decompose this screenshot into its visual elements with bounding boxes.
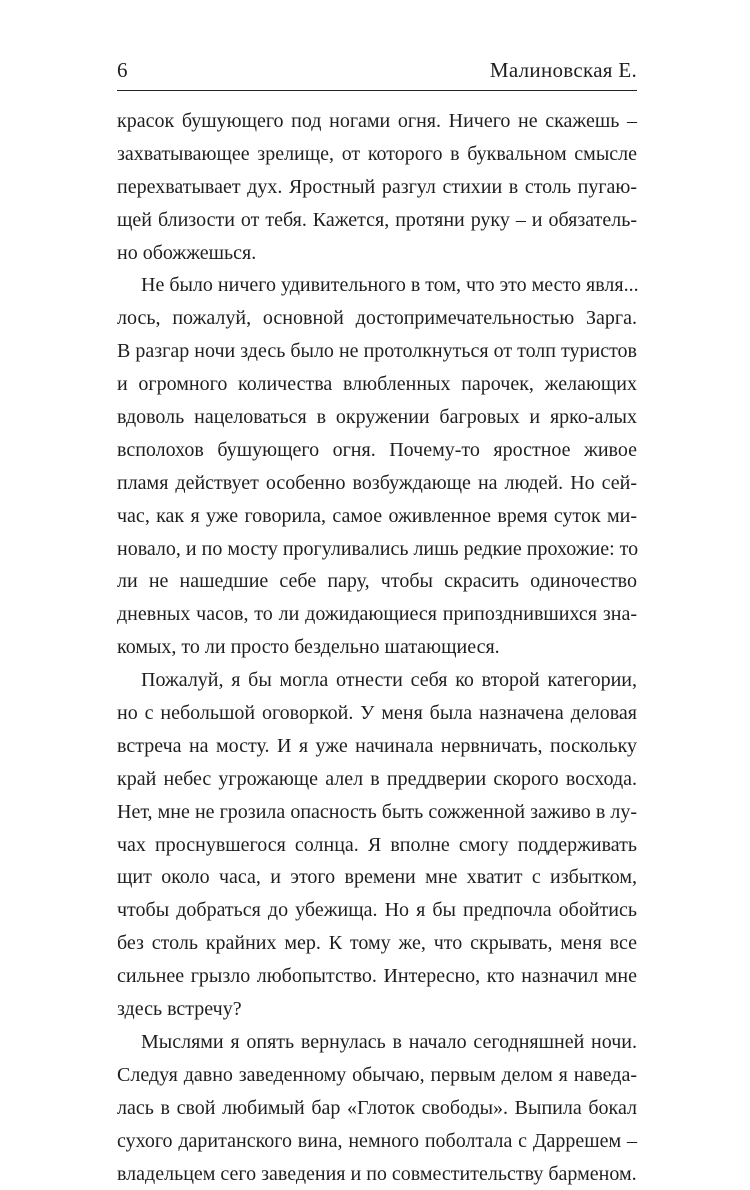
- text-line: край небес угрожающе алел в преддверии скорого восхода.: [117, 763, 637, 796]
- text-line: Мыслями я опять вернулась в начало сегодняшней ночи.: [117, 1026, 637, 1059]
- text-line: лась в свой любимый бар «Глоток свободы». Выпила бокал: [117, 1092, 637, 1125]
- text-line: час, как я уже говорила, самое оживленное время суток ми-: [117, 500, 637, 533]
- text-line: вдоволь нацеловаться в окружении багровых и ярко-алых: [117, 401, 637, 434]
- text-line: лось, пожалуй, основной достопримечательностью Зарга.: [117, 302, 637, 335]
- text-line: новало, и по мосту прогуливались лишь редкие прохожие: то: [117, 533, 637, 566]
- page-number: 6: [117, 58, 128, 83]
- text-line: Пожалуй, я бы могла отнести себя ко второй категории,: [117, 664, 637, 697]
- text-line: сильнее грызло любопытство. Интересно, кто назначил мне: [117, 960, 637, 993]
- text-line: комых, то ли просто бездельно шатающиеся.: [117, 631, 637, 664]
- text-line: дневных часов, то ли дожидающиеся припозднившихся зна-: [117, 598, 637, 631]
- header-rule: [117, 90, 637, 91]
- text-line: щей близости от тебя. Кажется, протяни руку – и обязатель-: [117, 204, 637, 237]
- running-head: Малиновская Е.: [490, 58, 637, 83]
- text-line: сухого даританского вина, немного поболтала с Даррешем –: [117, 1125, 637, 1158]
- text-line: встреча на мосту. И я уже начинала нервничать, поскольку: [117, 730, 637, 763]
- paragraph: [117, 269, 637, 664]
- paragraph: [117, 1026, 637, 1190]
- text-line: В разгар ночи здесь было не протолкнуться от толп туристов: [117, 335, 637, 368]
- text-line: ли не нашедшие себе пару, чтобы скрасить одиночество: [117, 565, 637, 598]
- page-header: [117, 50, 637, 84]
- text-line: без столь крайних мер. К тому же, что скрывать, меня все: [117, 927, 637, 960]
- text-line: владельцем сего заведения и по совместительству барменом.: [117, 1158, 637, 1190]
- text-line: всполохов бушующего огня. Почему-то яростное живое: [117, 434, 637, 467]
- text-line: перехватывает дух. Яростный разгул стихии в столь пугаю-: [117, 171, 637, 204]
- text-line: чтобы добраться до убежища. Но я бы предпочла обойтись: [117, 894, 637, 927]
- text-line: щит около часа, и этого времени мне хватит с избытком,: [117, 861, 637, 894]
- text-line: пламя действует особенно возбуждающе на людей. Но сей-: [117, 467, 637, 500]
- body-text: [117, 105, 637, 1190]
- text-line: но с небольшой оговоркой. У меня была назначена деловая: [117, 697, 637, 730]
- paragraph: [117, 664, 637, 1026]
- text-line: здесь встречу?: [117, 993, 637, 1026]
- text-line: красок бушующего под ногами огня. Ничего не скажешь –: [117, 105, 637, 138]
- text-line: и огромного количества влюбленных парочек, желающих: [117, 368, 637, 401]
- text-line: Следуя давно заведенному обычаю, первым делом я наведа-: [117, 1059, 637, 1092]
- text-line: чах проснувшегося солнца. Я вполне смогу поддерживать: [117, 829, 637, 862]
- text-line: Нет, мне не грозила опасность быть сожженной заживо в лу-: [117, 796, 637, 829]
- paragraph: [117, 105, 637, 269]
- text-line: Не было ничего удивительного в том, что это место явля...: [117, 269, 637, 302]
- text-line: захватывающее зрелище, от которого в буквальном смысле: [117, 138, 637, 171]
- text-line: но обожжешься.: [117, 237, 637, 270]
